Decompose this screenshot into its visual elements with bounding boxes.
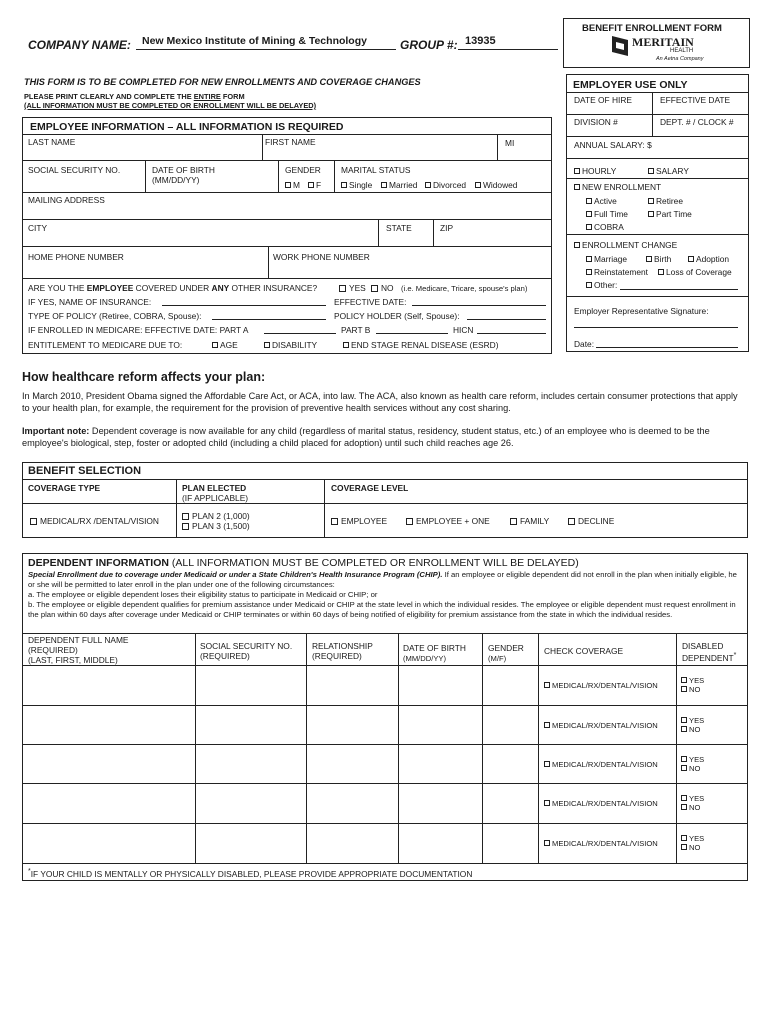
- other-ins-yes-checkbox[interactable]: YES: [339, 283, 366, 293]
- home-phone-label[interactable]: HOME PHONE NUMBER: [28, 252, 124, 262]
- type-policy-label: TYPE OF POLICY (Retiree, COBRA, Spouse):: [28, 311, 202, 321]
- table-row-yes-checkbox[interactable]: YES: [681, 834, 704, 843]
- retiree-checkbox[interactable]: Retiree: [648, 196, 683, 206]
- age-checkbox[interactable]: AGE: [212, 340, 238, 350]
- table-row-no-checkbox[interactable]: NO: [681, 803, 700, 812]
- medical-coverage-checkbox[interactable]: MEDICAL/RX /DENTAL/VISION: [30, 516, 159, 526]
- form-title: BENEFIT ENROLLMENT FORM: [582, 23, 722, 34]
- print-note2: (ALL INFORMATION MUST BE COMPLETED OR ENROLLMENT WILL BE DELAYED): [24, 101, 317, 110]
- married-checkbox[interactable]: Married: [381, 180, 417, 190]
- col-dep-ssn: SOCIAL SECURITY NO. (REQUIRED): [200, 641, 293, 661]
- enrollment-change-checkbox[interactable]: ENROLLMENT CHANGE: [574, 240, 677, 250]
- rep-signature: Employer Representative Signature:: [574, 306, 709, 316]
- hicn-line[interactable]: [477, 333, 546, 334]
- reform-title: How healthcare reform affects your plan:: [22, 370, 266, 384]
- part-b-line[interactable]: [376, 333, 448, 334]
- adoption-checkbox[interactable]: Adoption: [688, 254, 729, 264]
- table-row-yes-checkbox[interactable]: YES: [681, 676, 704, 685]
- meritain-logo: [612, 36, 732, 64]
- type-policy-line[interactable]: [212, 319, 326, 320]
- work-phone-label[interactable]: WORK PHONE NUMBER: [273, 252, 370, 262]
- plan2-checkbox[interactable]: PLAN 2 (1,000): [182, 511, 250, 521]
- divorced-checkbox[interactable]: Divorced: [425, 180, 466, 190]
- other-insurance-question: ARE YOU THE EMPLOYEE COVERED UNDER ANY OTHER INSURANCE?: [28, 283, 318, 293]
- mailing-label[interactable]: MAILING ADDRESS: [28, 195, 105, 205]
- part-a-line[interactable]: [264, 333, 336, 334]
- dept-clock: DEPT. # / CLOCK #: [660, 117, 734, 127]
- dependent-title: DEPENDENT INFORMATION (ALL INFORMATION MUST BE COMPLETED OR ENROLLMENT WILL BE DELAYED): [28, 557, 579, 569]
- special-b: b. The employee or eligible dependent qualifies for premium assistance under Medicaid or CHIP at the state level in which the individual resides. The employee or eligible dependent must request enrollment in the plan within 60 days after coverage under Medicaid or CHIP terminates or within 60 days of being notified of eligibility for premium assistance from the state in which the individual resides.: [28, 600, 736, 619]
- employee-level-checkbox[interactable]: EMPLOYEE: [331, 516, 387, 526]
- group-value[interactable]: 13935: [465, 35, 496, 47]
- new-enrollment-checkbox[interactable]: NEW ENROLLMENT: [574, 182, 661, 192]
- coverage-type-header: COVERAGE TYPE: [28, 483, 101, 493]
- hicn-label: HICN: [453, 325, 474, 335]
- zip-label[interactable]: ZIP: [440, 223, 454, 233]
- date-of-hire: DATE OF HIRE: [574, 95, 633, 105]
- form-notice: THIS FORM IS TO BE COMPLETED FOR NEW ENROLLMENTS AND COVERAGE CHANGES: [24, 77, 421, 87]
- plan3-checkbox[interactable]: PLAN 3 (1,500): [182, 521, 250, 531]
- special-a: a. The employee or eligible dependent loses their eligibility status to participate in Medicaid or CHIP; or: [28, 590, 378, 599]
- col-dep-name: DEPENDENT FULL NAME (REQUIRED) (LAST, FIRST, MIDDLE): [28, 635, 129, 665]
- special-enrollment: Special Enrollment due to coverage under Medicaid or under a State Children's Health Insurance Program (CHIP). If an employee or eligible dependent did not enroll in the plan when initially eligible, he or she will be permitted to later enroll in the plan under one of the following circumstances:: [28, 570, 737, 589]
- rep-signature-line[interactable]: [574, 327, 738, 328]
- effective-date: EFFECTIVE DATE: [660, 95, 731, 105]
- ssn-label[interactable]: SOCIAL SECURITY NO.: [28, 165, 121, 175]
- salary-checkbox[interactable]: SALARY: [648, 166, 689, 176]
- company-label: COMPANY NAME:: [28, 38, 131, 52]
- disabled-footnote: *IF YOUR CHILD IS MENTALLY OR PHYSICALLY DISABLED, PLEASE PROVIDE APPROPRIATE DOCUMENTATION: [28, 868, 473, 879]
- table-row-coverage-checkbox[interactable]: MEDICAL/RX/DENTAL/VISION: [544, 760, 658, 770]
- group-label: GROUP #:: [400, 38, 458, 52]
- group-line: [458, 49, 558, 50]
- table-row-no-checkbox[interactable]: NO: [681, 843, 700, 852]
- table-row-divider: [22, 744, 748, 745]
- cobra-checkbox[interactable]: COBRA: [586, 222, 624, 232]
- plan-elected-header: PLAN ELECTED: [182, 483, 247, 493]
- print-note: PLEASE PRINT CLEARLY AND COMPLETE THE ENTIRE FORM: [24, 92, 245, 101]
- ins-note: (i.e. Medicare, Tricare, spouse's plan): [401, 284, 528, 293]
- part-time-checkbox[interactable]: Part Time: [648, 209, 692, 219]
- table-row-no-checkbox[interactable]: NO: [681, 685, 700, 694]
- table-row-yes-checkbox[interactable]: YES: [681, 794, 704, 803]
- employee-title: EMPLOYEE INFORMATION – ALL INFORMATION IS REQUIRED: [30, 121, 344, 133]
- gender-f-checkbox[interactable]: F: [308, 180, 321, 190]
- table-row-divider: [22, 665, 748, 666]
- division: DIVISION #: [574, 117, 618, 127]
- col-dep-gender: GENDER (M/F): [488, 643, 524, 663]
- benefit-title: BENEFIT SELECTION: [28, 465, 142, 477]
- marital-label: MARITAL STATUS: [341, 165, 411, 175]
- table-row-coverage-checkbox[interactable]: MEDICAL/RX/DENTAL/VISION: [544, 839, 658, 849]
- entitlement-label: ENTITLEMENT TO MEDICARE DUE TO:: [28, 340, 183, 350]
- col-dep-rel: RELATIONSHIP (REQUIRED): [312, 641, 373, 661]
- part-b-label: PART B: [341, 325, 371, 335]
- city-label[interactable]: CITY: [28, 223, 48, 233]
- table-row-coverage-checkbox[interactable]: MEDICAL/RX/DENTAL/VISION: [544, 721, 658, 731]
- reinstatement-checkbox[interactable]: Reinstatement: [586, 267, 648, 277]
- gender-label: GENDER: [285, 165, 321, 175]
- table-row-divider: [22, 823, 748, 824]
- medicare-label: IF ENROLLED IN MEDICARE: EFFECTIVE DATE: PART A: [28, 325, 249, 335]
- eff-date-label: EFFECTIVE DATE:: [334, 297, 407, 307]
- col-dep-disabled: DISABLED DEPENDENT*: [682, 641, 737, 663]
- table-row-divider: [22, 705, 748, 706]
- decline-checkbox[interactable]: DECLINE: [568, 516, 614, 526]
- col-dep-dob: DATE OF BIRTH (MM/DD/YY): [403, 643, 466, 663]
- widowed-checkbox[interactable]: Widowed: [475, 180, 517, 190]
- table-row-divider: [22, 783, 748, 784]
- coverage-level-header: COVERAGE LEVEL: [331, 483, 409, 493]
- company-line: [136, 49, 396, 50]
- first-name-label[interactable]: FIRST NAME: [265, 137, 316, 147]
- active-checkbox[interactable]: Active: [586, 196, 617, 206]
- company-value[interactable]: New Mexico Institute of Mining & Technology: [142, 35, 367, 47]
- eff-date-line[interactable]: [412, 305, 546, 306]
- insurance-name-line[interactable]: [162, 305, 326, 306]
- plan-elected-sub: (IF APPLICABLE): [182, 493, 249, 503]
- single-checkbox[interactable]: Single: [341, 180, 372, 190]
- if-yes-label: IF YES, NAME OF INSURANCE:: [28, 297, 152, 307]
- policy-holder-label: POLICY HOLDER (Self, Spouse):: [334, 311, 460, 321]
- table-row-coverage-checkbox[interactable]: MEDICAL/RX/DENTAL/VISION: [544, 799, 658, 809]
- disability-checkbox[interactable]: DISABILITY: [264, 340, 317, 350]
- esrd-checkbox[interactable]: END STAGE RENAL DISEASE (ESRD): [343, 340, 499, 350]
- table-row-no-checkbox[interactable]: NO: [681, 764, 700, 773]
- other-checkbox[interactable]: Other:: [586, 280, 617, 290]
- table-row-no-checkbox[interactable]: NO: [681, 725, 700, 734]
- birth-checkbox[interactable]: Birth: [646, 254, 671, 264]
- gender-m-checkbox[interactable]: M: [285, 180, 300, 190]
- last-name-label[interactable]: LAST NAME: [28, 137, 76, 147]
- table-row-yes-checkbox[interactable]: YES: [681, 716, 704, 725]
- employer-date: Date:: [574, 339, 595, 349]
- reform-paragraph-2: Important note: Dependent coverage is now available for any child (regardless of marital status, residency, student status, etc.) of an employee who is deemed to be the employee's biological, step, foster or adopted child (including a child placed for adoption) until such child reaches age 26.: [22, 426, 710, 448]
- family-checkbox[interactable]: FAMILY: [510, 516, 549, 526]
- logo-text: MERITAIN: [632, 35, 694, 49]
- annual-salary[interactable]: ANNUAL SALARY: $: [574, 140, 652, 150]
- employer-date-line[interactable]: [596, 347, 738, 348]
- other-ins-no-checkbox[interactable]: NO: [371, 283, 394, 293]
- dob-label[interactable]: DATE OF BIRTH: [152, 165, 215, 175]
- employee-one-checkbox[interactable]: EMPLOYEE + ONE: [406, 516, 490, 526]
- logo-sub: HEALTH: [670, 48, 694, 54]
- employer-title: EMPLOYER USE ONLY: [573, 79, 688, 91]
- dob-format: (MM/DD/YY): [152, 175, 200, 185]
- marriage-checkbox[interactable]: Marriage: [586, 254, 627, 264]
- policy-holder-line[interactable]: [467, 319, 546, 320]
- mi-label[interactable]: MI: [505, 138, 515, 148]
- hourly-checkbox[interactable]: HOURLY: [574, 166, 616, 176]
- state-label[interactable]: STATE: [386, 223, 412, 233]
- col-dep-check: CHECK COVERAGE: [544, 646, 624, 656]
- logo-tag: An Aetna Company: [656, 56, 704, 62]
- table-row-yes-checkbox[interactable]: YES: [681, 755, 704, 764]
- loss-coverage-checkbox[interactable]: Loss of Coverage: [658, 267, 732, 277]
- table-row-coverage-checkbox[interactable]: MEDICAL/RX/DENTAL/VISION: [544, 681, 658, 691]
- full-time-checkbox[interactable]: Full Time: [586, 209, 628, 219]
- reform-paragraph-1: In March 2010, President Obama signed the Affordable Care Act, or ACA, into law. The ACA, also known as health care reform, includes certain consumer protections that apply to your health plan, for example, the requirement for the provision of preventive health services without any cost sharing.: [22, 391, 738, 413]
- logo-mark-icon: [612, 36, 628, 56]
